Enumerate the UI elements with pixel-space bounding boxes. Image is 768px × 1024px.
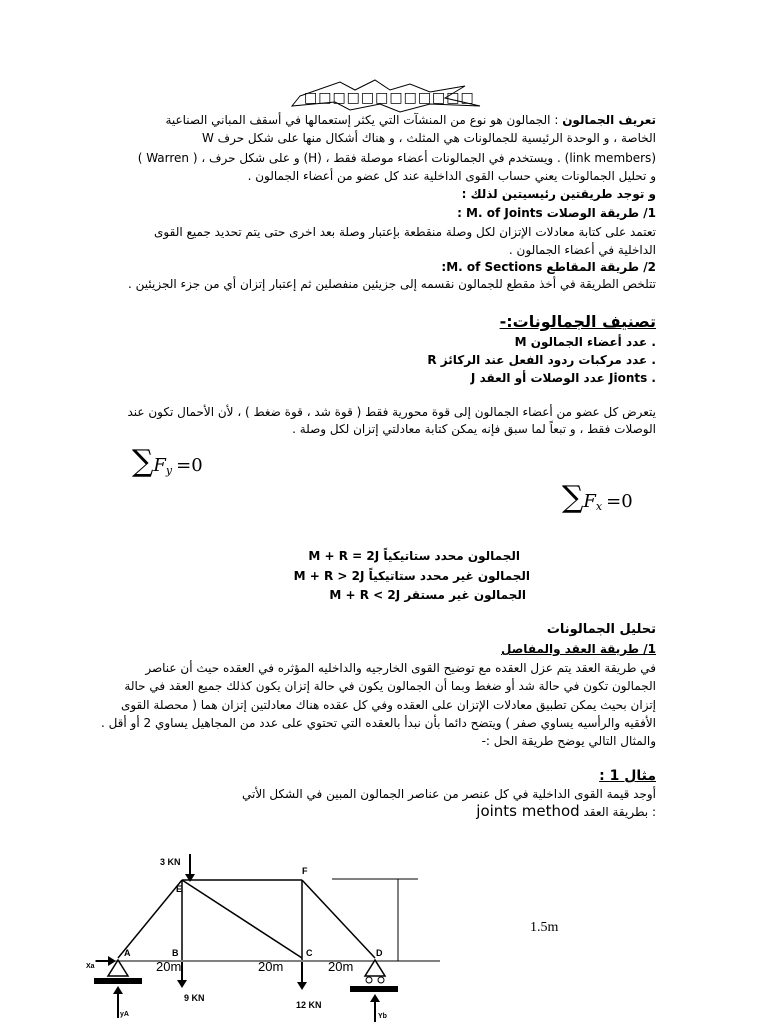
sigma-symbol: ∑ [132,444,154,479]
support-d-roller-1 [366,977,372,983]
reaction-ya-arrowhead [113,986,123,994]
method2-title: 2/ طريقة المقاطع M. of Sections: [441,260,656,274]
load-c-arrowhead [297,982,307,990]
fy-subscript: y [165,464,173,477]
label-node-b: B [172,948,179,958]
example-method-ar: : بطريقة العقد [583,805,656,819]
definition-line-4: و تحليل الجمالونات يعني حساب القوى الداخلية عند كل عضو من أعضاء الجمالون . [247,169,656,183]
load-b-arrowhead [177,980,187,988]
example-method-en: joints method [476,802,580,820]
member-ec [182,880,302,958]
page-title: □□□□□□□□□□□□ [304,90,475,106]
fx-rhs: =0 [606,491,633,512]
label-reaction-yb: Yb [378,1013,387,1020]
load-e-arrowhead [185,874,195,882]
fx-subscript: x [595,500,603,513]
label-node-d: D [376,948,383,958]
label-node-a: A [124,948,131,958]
label-reaction-ya: yA [120,1011,129,1018]
definition-line-1 [96,112,656,128]
fx-variable: F [583,491,596,512]
definition-line-2: الخاصة ، و الوحدة الرئيسية للجمالونات هي المثلث ، و هناك أشكال منها على شكل حرف W [201,131,656,145]
definition-label: تعريف الجمالون [562,113,656,127]
label-load-b: 9 KN [184,993,205,1003]
header-burst [280,78,490,114]
fy-variable: F [153,455,166,476]
label-node-e: E [176,884,183,894]
label-span-1: 20m [156,959,182,974]
classification-title: تصنيف الجمالونات:- [499,312,656,331]
support-d-triangle [365,960,385,976]
condition-3: M + R < 2J الجمالون غير مستقر [329,588,526,602]
classification-para-2: الوصلات فقط ، و تبعاً لما سبق فإنه يمكن كتابة معادلتي إتزان لكل وصلة . [292,422,656,436]
definition-text-1: : الجمالون هو نوع من المنشآت التي يكثر إستعمالها في أسقف المباني الصناعية [165,113,563,127]
condition-2: M + R > 2J الجمالون غير محدد ستاتيكياً [293,569,530,583]
method1-text-2: الداخلية في أعضاء الجمالون . [508,243,656,257]
label-span-3: 20m [328,959,354,974]
example-method [96,803,656,820]
method2-text: تتلخص الطريقة في أخذ مقطع للجمالون نقسمه إلى جزيئين منفصلين ثم إعتبار إتزان أي من جزء الجزيئين . [128,277,656,291]
support-d-roller-2 [378,977,384,983]
definition-line-3: ( Warren ) ، و على شكل حرف (H) ، ويستخدم في الجمالونات أعضاء موصلة فقط . (link members) [137,151,656,165]
label-load-c: 12 KN [296,1000,322,1010]
label-load-e: 3 KN [160,857,181,867]
analysis-para-2: الجمالون تكون في حالة شد أو ضغط وبما أن الجمالون يكون في حالة إتزان يكون كذلك جميع العقد في حالة [124,679,656,693]
analysis-para-1: في طريقة العقد يتم عزل العقده مع توضيح القوى الخارجيه والداخليه المؤثره في العقده حيث أن عناصر [145,661,656,675]
support-a-base [94,978,142,984]
condition-1: M + R = 2J الجمالون محدد ستاتيكياً [308,549,520,563]
reaction-yb-arrowhead [370,994,380,1002]
analysis-para-3: إتزان بحيث يمكن تطبيق معادلات الإتزان على العقده وفي كل عقده هناك معادلتين إتزان هما ( محصلة القوى [120,698,656,712]
classification-j: J عدد الوصلات أو العقد Jionts . [470,371,656,385]
classification-r: R عدد مركبات ردود الفعل عند الركائز . [427,353,656,367]
label-node-f: F [302,866,308,876]
sigma-symbol-2: ∑ [562,480,584,515]
example-title: مثال 1 : [599,768,656,784]
equation-sum-fx [562,480,633,515]
classification-para-1: يتعرض كل عضو من أعضاء الجمالون إلى قوة محورية فقط ( قوة شد ، قوة ضغط ) ، لأن الأحمال تكون عند [127,405,656,419]
fy-rhs: =0 [176,455,203,476]
member-fd [302,880,375,958]
analysis-subtitle: 1/ طريقة العقد والمفاصل [501,642,656,656]
support-d-base [350,986,398,992]
truss-figure [80,840,480,1024]
example-task: أوجد قيمة القوى الداخلية في كل عنصر من عناصر الجمالون المبين في الشكل الأتي [241,787,656,801]
label-span-2: 20m [258,959,284,974]
method1-title: 1/ طريقة الوصلات M. of Joints : [457,206,656,220]
equation-sum-fy [132,444,203,479]
definition-line-5: و توجد طريقتين رئيسيتين لذلك : [461,187,656,201]
label-node-c: C [306,948,313,958]
analysis-para-4: الأفقيه والرأسيه يساوي صفر ) ويتضح دائما بأن نبدأ بالعقده التي تحتوي على عدد من المجاهيل يساوي 2 أو أقل . [100,716,656,730]
classification-m: M عدد أعضاء الجمالون . [514,335,656,349]
method1-text-1: تعتمد على كتابة معادلات الإتزان لكل وصلة منقطعة بإعتبار وصلة بعد اخرى حتى يتم تحديد جميع القوى [154,225,656,239]
label-height: 1.5m [530,920,559,935]
label-reaction-xa: Xa [86,963,95,970]
member-ae [118,880,182,958]
analysis-title: تحليل الجمالونات [546,622,656,637]
analysis-para-5: والمثال التالي يوضح طريقة الحل :- [481,734,656,748]
